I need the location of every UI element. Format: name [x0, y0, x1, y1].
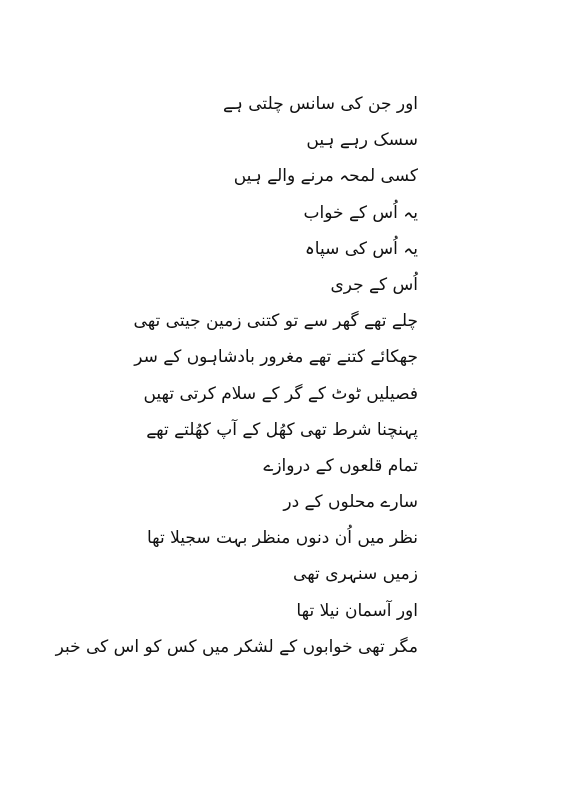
poem-line: اور جن کی سانس چلتی ہے [222, 94, 418, 114]
poem-line: تمام قلعوں کے دروازے [263, 455, 418, 476]
poem-line: نظر میں اُن دنوں منظر بہت سجیلا تھا [146, 528, 418, 549]
poem-text [55, 86, 418, 665]
poem-line: کسی لمحہ مرنے والے ہیں [233, 166, 418, 187]
poem-line: یہ اُس کی سپاہ [304, 238, 418, 259]
poem-line: جھکائے کتنے تھے مغرور بادشاہوں کے سر [134, 347, 418, 368]
poem-line: اُس کے جری [330, 274, 418, 295]
poem-line: یہ اُس کے خواب [303, 202, 418, 223]
poem-line: چلے تھے گھر سے تو کتنی زمین جیتی تھی [133, 311, 418, 332]
poem-line: زمیں سنہری تھی [293, 564, 418, 585]
poem-line: فصیلیں ٹوٹ کے گر کے سلام کرتی تھیں [143, 383, 418, 404]
poem-line: پہنچنا شرط تھی کھُل کے آپ کھُلتے تھے [146, 419, 418, 440]
poem-line: مگر تھی خوابوں کے لشکر میں کس کو اس کی خبر [55, 636, 418, 657]
poem-line: سسک رہے ہیں [306, 130, 418, 151]
poem-line: اور آسمان نیلا تھا [296, 600, 418, 621]
poem-line: سارے محلوں کے در [283, 492, 418, 513]
